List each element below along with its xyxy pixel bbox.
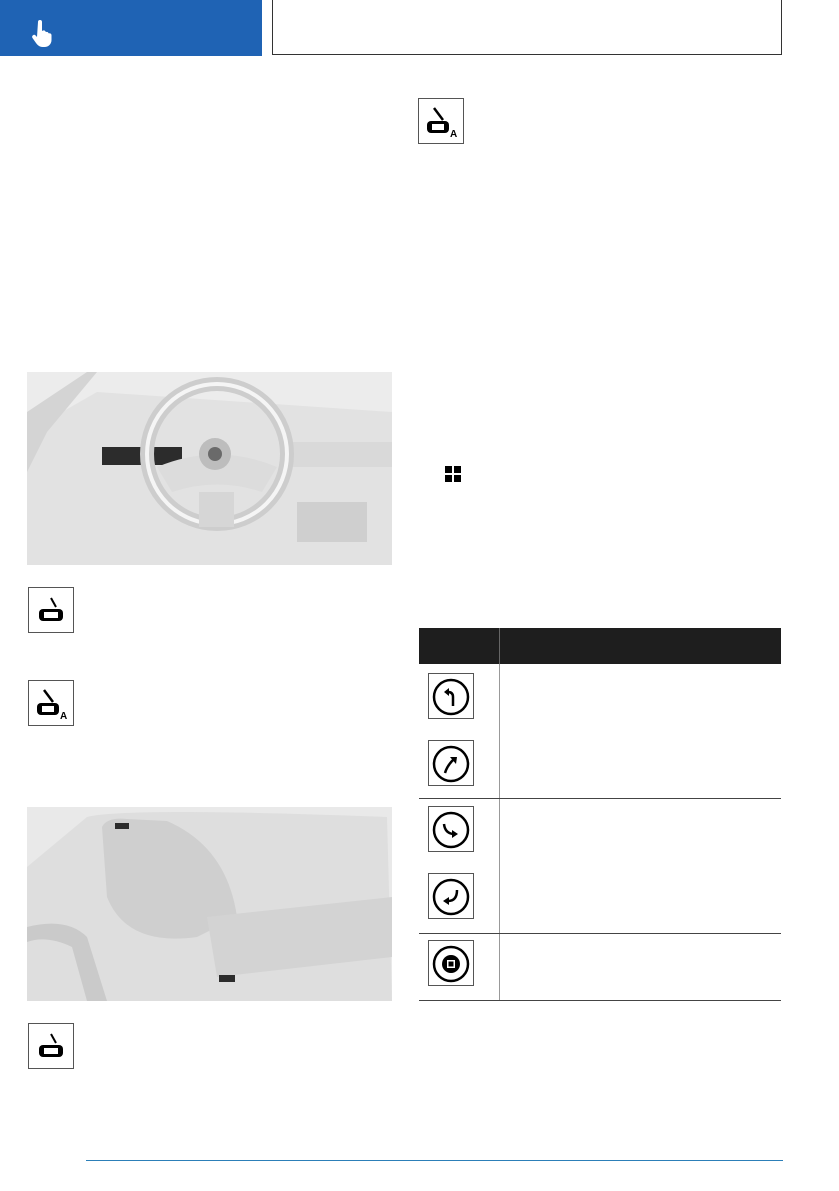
table-row-divider xyxy=(419,1000,781,1001)
arrow-curve-down-right-icon xyxy=(431,810,471,850)
door-panel-image xyxy=(27,807,392,1001)
pointing-hand-icon xyxy=(30,20,56,48)
steering-wheel-image xyxy=(27,372,392,565)
car-key-auto-icon-box xyxy=(418,98,464,144)
car-key-auto-icon xyxy=(34,688,68,720)
car-key-icon xyxy=(34,1031,68,1063)
table-column-divider xyxy=(499,664,500,1000)
car-key-auto-icon xyxy=(424,106,458,138)
section-tab xyxy=(0,0,262,56)
table-row-divider xyxy=(419,798,781,799)
car-key-icon xyxy=(34,595,68,627)
apps-grid-icon xyxy=(444,465,462,488)
table-row-icon-turn-left xyxy=(428,673,474,719)
auto-badge: A xyxy=(60,711,68,720)
auto-badge: A xyxy=(450,129,458,138)
car-key-icon-box xyxy=(28,587,74,633)
table-row-icon-turn-right xyxy=(428,740,474,786)
table-row-icon-down-right xyxy=(428,806,474,852)
car-key-icon-box-2 xyxy=(28,1023,74,1069)
header-title-box xyxy=(272,0,782,55)
car-key-auto-icon-box-2 xyxy=(28,680,74,726)
table-header xyxy=(419,628,781,664)
arrow-curve-down-left-icon xyxy=(431,877,471,917)
arrow-curve-up-left-icon xyxy=(431,677,471,717)
table-row-icon-down-left xyxy=(428,873,474,919)
footer-rule xyxy=(86,1160,783,1161)
table-row-icon-stop xyxy=(428,940,474,986)
arrow-curve-up-right-icon xyxy=(431,744,471,784)
stop-icon xyxy=(431,944,471,984)
table-row-divider xyxy=(419,933,781,934)
